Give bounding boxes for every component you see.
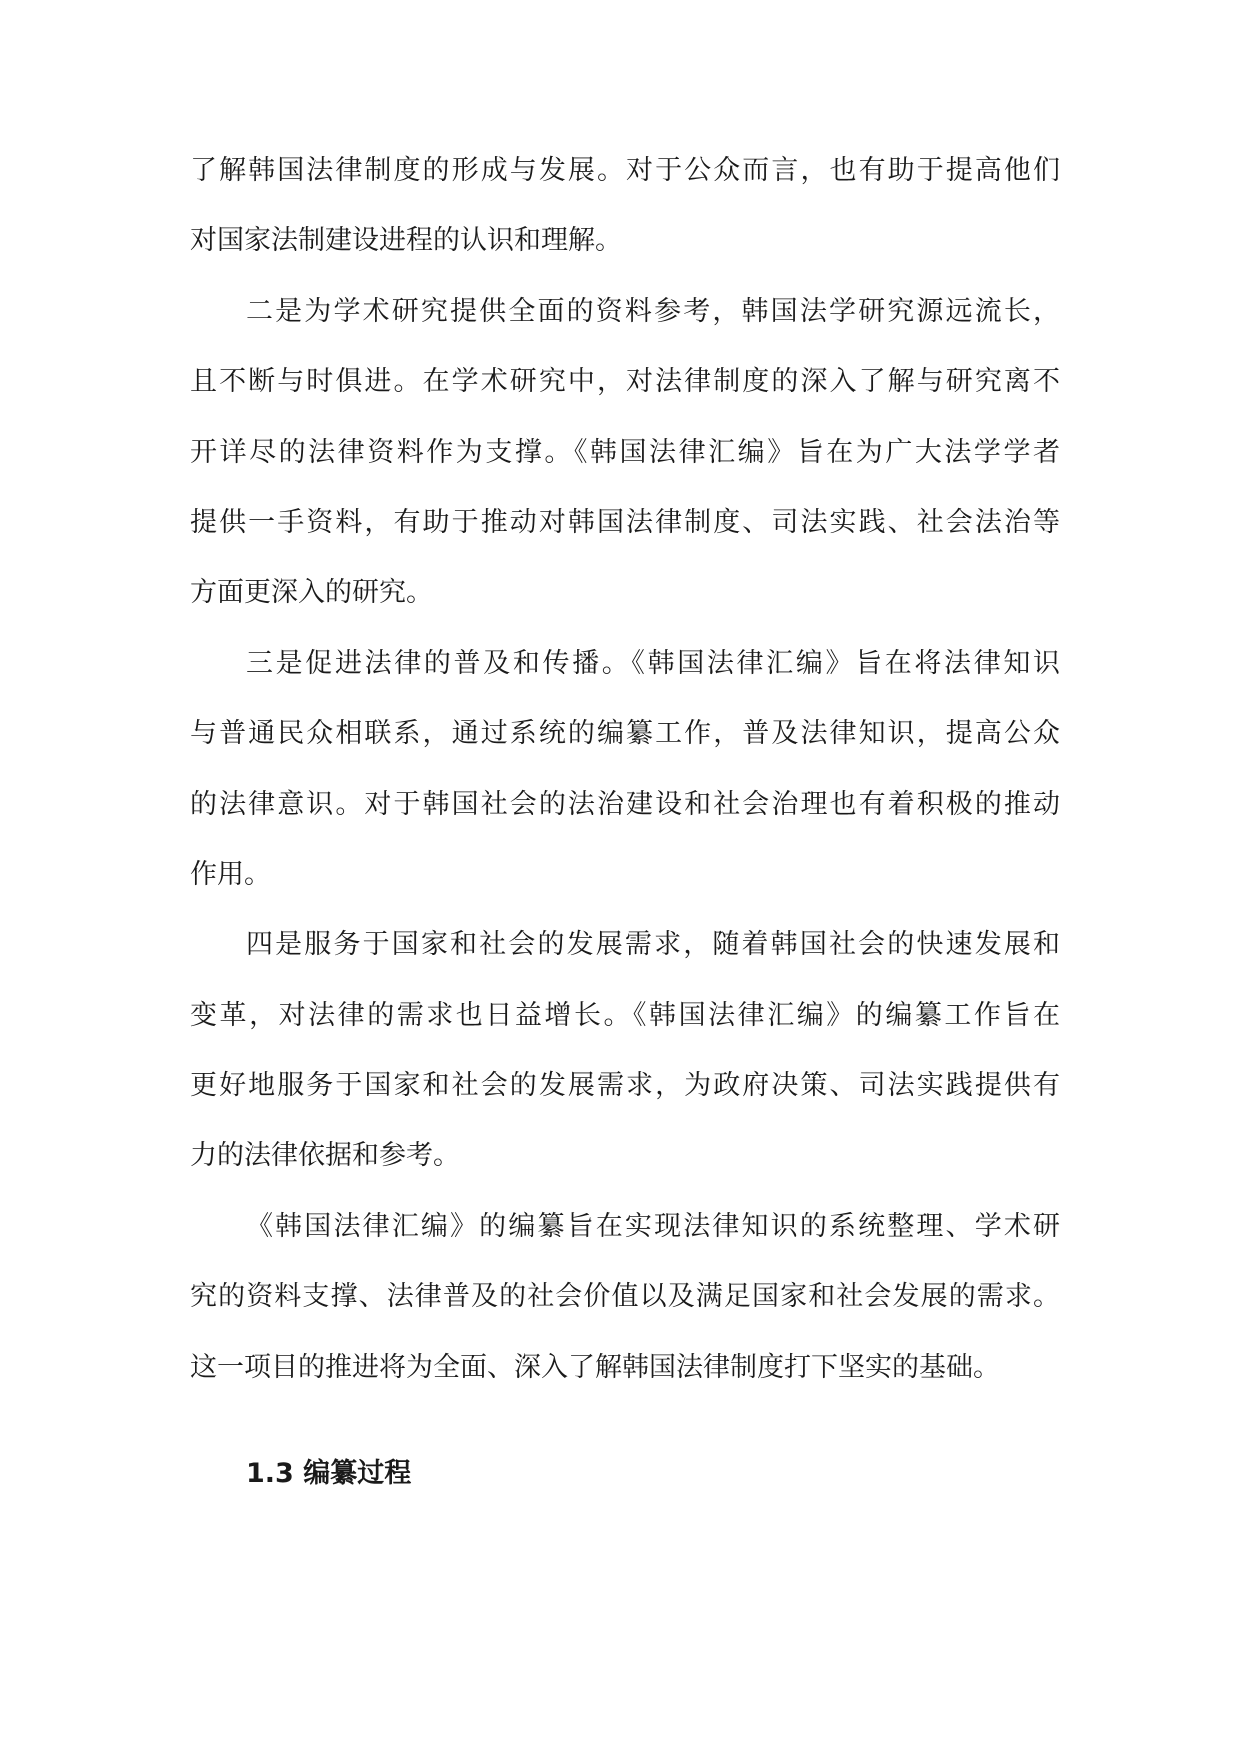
paragraph-line: 对国家法制建设进程的认识和理解。 (190, 225, 622, 257)
paragraph-line: 更好地服务于国家和社会的发展需求，为政府决策、司法实践提供有 (190, 1070, 1060, 1102)
paragraph-line: 开详尽的法律资料作为支撑。《韩国法律汇编》旨在为广大法学学者 (190, 436, 1060, 468)
paragraph-line: 《韩国法律汇编》的编纂旨在实现法律知识的系统整理、学术研 (246, 1210, 1060, 1242)
section-heading: 1.3 编纂过程 (246, 1458, 412, 1490)
paragraph-line: 与普通民众相联系，通过系统的编纂工作，普及法律知识，提高公众 (190, 718, 1060, 750)
paragraph-line: 这一项目的推进将为全面、深入了解韩国法律制度打下坚实的基础。 (190, 1351, 1000, 1383)
section-spacer (190, 1403, 1060, 1439)
paragraph-line: 的法律意识。对于韩国社会的法治建设和社会治理也有着积极的推动 (190, 788, 1060, 820)
paragraph-line: 作用。 (190, 858, 271, 890)
paragraph-line: 提供一手资料，有助于推动对韩国法律制度、司法实践、社会法治等 (190, 506, 1060, 538)
paragraph-line: 四是服务于国家和社会的发展需求，随着韩国社会的快速发展和 (246, 929, 1060, 961)
paragraph-line: 究的资料支撑、法律普及的社会价值以及满足国家和社会发展的需求。 (190, 1281, 1060, 1313)
paragraph-line: 方面更深入的研究。 (190, 577, 433, 609)
paragraph-line: 二是为学术研究提供全面的资料参考，韩国法学研究源远流长， (246, 295, 1060, 327)
body-text (190, 136, 1060, 1509)
paragraph-line: 力的法律依据和参考。 (190, 1140, 460, 1172)
paragraph-line: 且不断与时俱进。在学术研究中，对法律制度的深入了解与研究离不 (190, 366, 1060, 398)
paragraph-line: 变革，对法律的需求也日益增长。《韩国法律汇编》的编纂工作旨在 (190, 999, 1060, 1031)
paragraph-line: 了解韩国法律制度的形成与发展。对于公众而言，也有助于提高他们 (190, 155, 1060, 186)
paragraph-line: 三是促进法律的普及和传播。《韩国法律汇编》旨在将法律知识 (246, 647, 1060, 679)
